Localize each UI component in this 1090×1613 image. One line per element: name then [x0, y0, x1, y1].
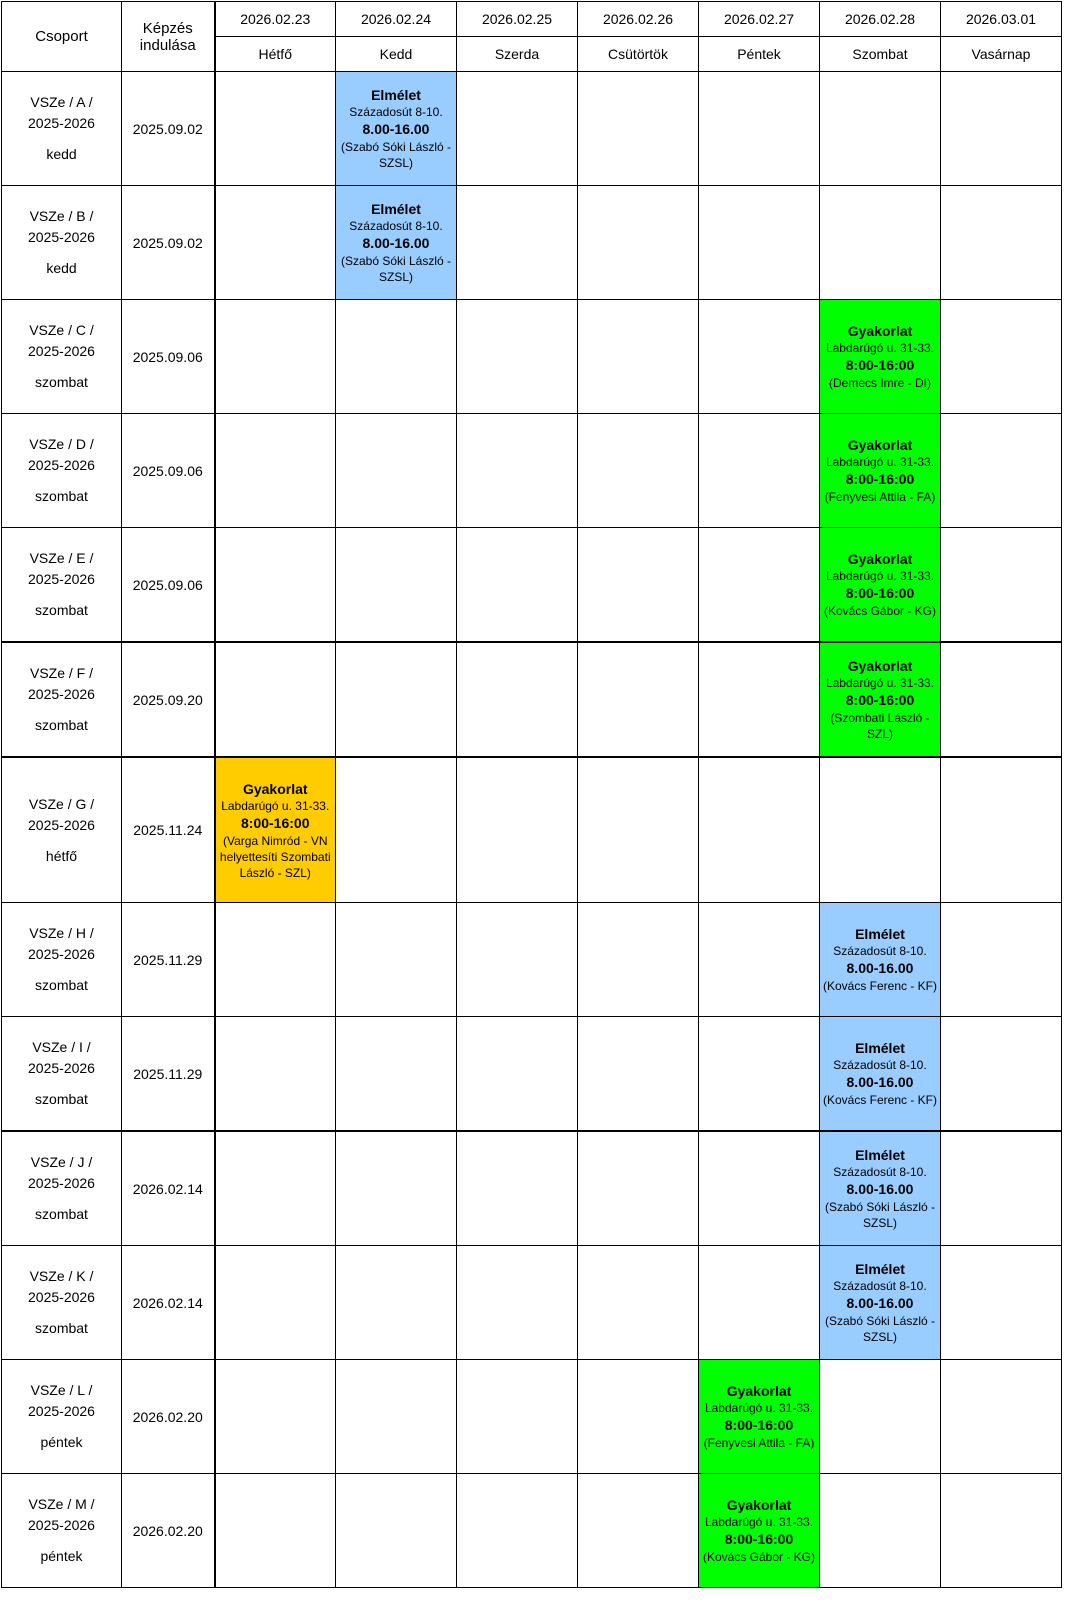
event-title: Elmélet [855, 1147, 905, 1163]
event-location: Labdarúgó u. 31-33. [825, 569, 935, 583]
event-title: Elmélet [371, 201, 421, 217]
group-cell [2, 528, 122, 643]
day-cell-fri [699, 186, 820, 300]
day-cell-thu [578, 1017, 699, 1132]
day-header-wed: Szerda [457, 37, 578, 72]
group-row [2, 1246, 1062, 1360]
group-code: VSZe / J / [30, 1154, 93, 1170]
day-header-sun: Vasárnap [941, 37, 1062, 72]
event-time: 8:00-16:00 [845, 471, 915, 487]
date-header-sat: 2026.02.28 [820, 2, 941, 37]
schedule-table [1, 1, 1062, 1588]
day-cell-thu [578, 1474, 699, 1588]
day-cell-tue [336, 1360, 457, 1474]
day-header-mon: Hétfő [215, 37, 336, 72]
group-weekday: szombat [35, 1091, 88, 1107]
event-location: Labdarúgó u. 31-33. [704, 1401, 814, 1415]
start-column-header-label: Képzés indulása [139, 19, 196, 54]
event-tutor: (Szabó Sóki László - SZSL) [340, 140, 452, 170]
day-header-tue: Kedd [336, 37, 457, 72]
day-cell-mon [215, 300, 336, 414]
group-weekday: szombat [35, 374, 88, 390]
group-cell [2, 1017, 122, 1132]
group-row [2, 414, 1062, 528]
event-cell [336, 72, 457, 186]
group-row [2, 642, 1062, 757]
group-year: 2025-2026 [28, 1175, 95, 1191]
day-cell-thu [578, 1246, 699, 1360]
day-header-sat: Szombat [820, 37, 941, 72]
group-year: 2025-2026 [28, 457, 95, 473]
group-code: VSZe / E / [29, 550, 94, 566]
group-weekday: szombat [35, 977, 88, 993]
group-cell [2, 1360, 122, 1474]
schedule-body [2, 72, 1062, 1588]
event-location: Századosút 8-10. [833, 944, 927, 958]
event-title: Gyakorlat [242, 780, 308, 797]
day-cell-tue [336, 903, 457, 1017]
event-time: 8.00-16.00 [362, 121, 430, 137]
start-date-cell: 2025.09.02 [122, 72, 215, 186]
event-tutor: (Fenyvesi Attila - FA) [703, 1436, 815, 1450]
start-date-cell: 2026.02.20 [122, 1474, 215, 1588]
group-year: 2025-2026 [28, 946, 95, 962]
day-cell-sun [941, 300, 1062, 414]
day-cell-tue [336, 1017, 457, 1132]
group-weekday: szombat [35, 488, 88, 504]
day-cell-tue [336, 528, 457, 643]
group-cell [2, 414, 122, 528]
event-cell [820, 300, 941, 414]
date-header-thu: 2026.02.26 [578, 2, 699, 37]
event-cell [820, 414, 941, 528]
day-cell-wed [457, 1474, 578, 1588]
event-tutor: (Szabó Sóki László - SZSL) [340, 254, 452, 284]
group-weekday: szombat [35, 1206, 88, 1222]
event-tutor: (Szabó Sóki László - SZSL) [824, 1200, 936, 1230]
event-location: Labdarúgó u. 31-33. [825, 676, 935, 690]
event-time: 8:00-16:00 [845, 357, 915, 373]
group-row [2, 1131, 1062, 1246]
day-cell-thu [578, 757, 699, 903]
start-date-cell: 2025.09.06 [122, 528, 215, 643]
day-cell-sun [941, 414, 1062, 528]
event-time: 8.00-16.00 [362, 235, 430, 251]
day-cell-mon [215, 186, 336, 300]
day-cell-sun [941, 1131, 1062, 1246]
group-cell [2, 757, 122, 903]
group-row [2, 1017, 1062, 1132]
group-code: VSZe / G / [28, 795, 95, 812]
day-cell-mon [215, 1474, 336, 1588]
day-cell-wed [457, 300, 578, 414]
event-location: Századosút 8-10. [349, 105, 443, 119]
group-weekday: szombat [35, 602, 88, 618]
day-cell-wed [457, 642, 578, 757]
event-time: 8:00-16:00 [241, 814, 310, 831]
day-header-thu: Csütörtök [578, 37, 699, 72]
start-date-cell: 2026.02.14 [122, 1246, 215, 1360]
event-cell [699, 1474, 820, 1588]
event-tutor: (Varga Nimród - VN helyettesíti Szombati László - SZL) [219, 833, 331, 880]
event-cell [820, 1131, 941, 1246]
start-date-cell: 2025.09.06 [122, 300, 215, 414]
day-cell-tue [336, 414, 457, 528]
group-year: 2025-2026 [28, 1403, 95, 1419]
group-cell [2, 1131, 122, 1246]
event-title: Gyakorlat [726, 1497, 792, 1513]
start-date-cell: 2025.09.20 [122, 642, 215, 757]
day-cell-sun [941, 1360, 1062, 1474]
day-cell-sat [820, 72, 941, 186]
day-cell-sat [820, 186, 941, 300]
event-location: Labdarúgó u. 31-33. [704, 1515, 814, 1529]
event-time: 8:00-16:00 [724, 1417, 794, 1433]
day-cell-wed [457, 903, 578, 1017]
event-title: Elmélet [855, 1261, 905, 1277]
event-title: Gyakorlat [847, 323, 913, 339]
event-cell [336, 186, 457, 300]
event-tutor: (Kovács Ferenc - KF) [822, 979, 938, 993]
event-cell [215, 757, 336, 903]
day-cell-mon [215, 903, 336, 1017]
event-cell [820, 528, 941, 643]
group-row [2, 72, 1062, 186]
day-cell-fri [699, 414, 820, 528]
day-cell-sun [941, 1017, 1062, 1132]
start-date-cell: 2025.11.29 [122, 903, 215, 1017]
day-cell-mon [215, 1360, 336, 1474]
group-weekday: szombat [35, 1320, 88, 1336]
event-title: Gyakorlat [847, 437, 913, 453]
day-cell-mon [215, 1246, 336, 1360]
group-cell [2, 1246, 122, 1360]
start-date-cell: 2026.02.20 [122, 1360, 215, 1474]
day-cell-thu [578, 528, 699, 643]
event-location: Századosút 8-10. [833, 1058, 927, 1072]
day-cell-wed [457, 1017, 578, 1132]
event-time: 8:00-16:00 [845, 692, 915, 708]
group-cell [2, 903, 122, 1017]
start-column-header [122, 2, 215, 72]
group-code: VSZe / K / [29, 1268, 94, 1284]
day-cell-fri [699, 72, 820, 186]
group-code: VSZe / L / [30, 1382, 93, 1398]
day-cell-fri [699, 1246, 820, 1360]
day-cell-sun [941, 186, 1062, 300]
day-cell-sun [941, 642, 1062, 757]
group-code: VSZe / B / [29, 208, 94, 224]
event-location: Századosút 8-10. [349, 219, 443, 233]
day-cell-thu [578, 903, 699, 1017]
date-header-fri: 2026.02.27 [699, 2, 820, 37]
event-title: Elmélet [855, 1040, 905, 1056]
group-year: 2025-2026 [28, 686, 95, 702]
group-code: VSZe / F / [29, 665, 93, 681]
event-time: 8.00-16.00 [846, 960, 914, 976]
day-cell-thu [578, 1360, 699, 1474]
date-header-mon: 2026.02.23 [215, 2, 336, 37]
group-cell [2, 300, 122, 414]
day-cell-fri [699, 300, 820, 414]
event-cell [699, 1360, 820, 1474]
group-code: VSZe / I / [32, 1039, 91, 1055]
day-cell-mon [215, 642, 336, 757]
event-location: Századosút 8-10. [833, 1165, 927, 1179]
start-date-cell: 2025.11.29 [122, 1017, 215, 1132]
day-cell-sun [941, 757, 1062, 903]
group-row [2, 757, 1062, 903]
day-cell-tue [336, 300, 457, 414]
group-year: 2025-2026 [28, 1517, 95, 1533]
day-cell-thu [578, 642, 699, 757]
group-weekday: péntek [40, 1548, 83, 1564]
group-row [2, 903, 1062, 1017]
day-cell-tue [336, 757, 457, 903]
event-location: Labdarúgó u. 31-33. [825, 341, 935, 355]
event-cell [820, 903, 941, 1017]
day-cell-mon [215, 1131, 336, 1246]
group-year: 2025-2026 [28, 571, 95, 587]
event-location: Labdarúgó u. 31-33. [825, 455, 935, 469]
event-tutor: (Fenyvesi Attila - FA) [824, 490, 936, 504]
event-time: 8.00-16.00 [846, 1181, 914, 1197]
group-weekday: kedd [46, 146, 77, 162]
group-code: VSZe / D / [29, 436, 94, 452]
event-location: Labdarúgó u. 31-33. [221, 798, 330, 813]
day-cell-fri [699, 642, 820, 757]
event-time: 8.00-16.00 [846, 1074, 914, 1090]
day-cell-sun [941, 1474, 1062, 1588]
day-cell-mon [215, 528, 336, 643]
day-cell-thu [578, 72, 699, 186]
day-cell-fri [699, 903, 820, 1017]
day-cell-wed [457, 1246, 578, 1360]
group-row [2, 1360, 1062, 1474]
day-cell-thu [578, 186, 699, 300]
group-row [2, 300, 1062, 414]
event-title: Gyakorlat [726, 1383, 792, 1399]
day-cell-sun [941, 903, 1062, 1017]
group-year: 2025-2026 [28, 816, 95, 833]
start-date-cell: 2025.09.02 [122, 186, 215, 300]
day-cell-mon [215, 72, 336, 186]
header-date-row [2, 2, 1062, 37]
event-location: Századosút 8-10. [833, 1279, 927, 1293]
day-cell-mon [215, 1017, 336, 1132]
group-weekday: kedd [46, 260, 77, 276]
day-cell-thu [578, 300, 699, 414]
event-title: Elmélet [855, 926, 905, 942]
start-date-cell: 2025.09.06 [122, 414, 215, 528]
day-cell-fri [699, 528, 820, 643]
day-cell-wed [457, 414, 578, 528]
event-tutor: (Kovács Gábor - KG) [823, 604, 937, 618]
group-cell [2, 642, 122, 757]
group-year: 2025-2026 [28, 1289, 95, 1305]
day-cell-fri [699, 1017, 820, 1132]
day-cell-wed [457, 528, 578, 643]
day-cell-sat [820, 1474, 941, 1588]
day-cell-fri [699, 757, 820, 903]
group-code: VSZe / M / [28, 1496, 95, 1512]
day-cell-sat [820, 757, 941, 903]
event-cell [820, 1017, 941, 1132]
day-cell-tue [336, 1246, 457, 1360]
day-cell-tue [336, 1131, 457, 1246]
group-year: 2025-2026 [28, 343, 95, 359]
day-cell-sun [941, 1246, 1062, 1360]
day-cell-fri [699, 1131, 820, 1246]
group-code: VSZe / H / [29, 925, 94, 941]
event-tutor: (Szabó Sóki László - SZSL) [824, 1314, 936, 1344]
day-header-fri: Péntek [699, 37, 820, 72]
event-tutor: (Kovács Ferenc - KF) [822, 1093, 938, 1107]
day-cell-tue [336, 1474, 457, 1588]
group-weekday: péntek [40, 1434, 83, 1450]
group-row [2, 1474, 1062, 1588]
event-cell [820, 642, 941, 757]
event-tutor: (Szombati László - SZL) [830, 711, 930, 741]
day-cell-sun [941, 528, 1062, 643]
date-header-tue: 2026.02.24 [336, 2, 457, 37]
day-cell-sat [820, 1360, 941, 1474]
group-row [2, 528, 1062, 643]
event-time: 8.00-16.00 [846, 1295, 914, 1311]
day-cell-sun [941, 72, 1062, 186]
event-title: Gyakorlat [847, 658, 913, 674]
start-date-cell: 2026.02.14 [122, 1131, 215, 1246]
group-weekday: szombat [35, 717, 88, 733]
event-time: 8:00-16:00 [845, 585, 915, 601]
day-cell-mon [215, 414, 336, 528]
group-cell [2, 72, 122, 186]
event-tutor: (Kovács Gábor - KG) [702, 1550, 816, 1564]
event-title: Elmélet [371, 87, 421, 103]
day-cell-wed [457, 1360, 578, 1474]
event-cell [820, 1246, 941, 1360]
group-year: 2025-2026 [28, 229, 95, 245]
day-cell-tue [336, 642, 457, 757]
event-title: Gyakorlat [847, 551, 913, 567]
day-cell-wed [457, 72, 578, 186]
group-row [2, 186, 1062, 300]
group-year: 2025-2026 [28, 1060, 95, 1076]
group-cell [2, 1474, 122, 1588]
date-header-wed: 2026.02.25 [457, 2, 578, 37]
group-code: VSZe / A / [30, 94, 93, 110]
day-cell-thu [578, 414, 699, 528]
day-cell-thu [578, 1131, 699, 1246]
group-cell [2, 186, 122, 300]
event-time: 8:00-16:00 [724, 1531, 794, 1547]
day-cell-wed [457, 186, 578, 300]
start-date-cell: 2025.11.24 [122, 757, 215, 903]
group-column-header: Csoport [2, 2, 122, 72]
group-weekday: hétfő [45, 847, 78, 864]
day-cell-wed [457, 1131, 578, 1246]
group-code: VSZe / C / [29, 322, 94, 338]
date-header-sun: 2026.03.01 [941, 2, 1062, 37]
group-year: 2025-2026 [28, 115, 95, 131]
event-tutor: (Demecs Imre - DI) [829, 376, 931, 390]
day-cell-wed [457, 757, 578, 903]
